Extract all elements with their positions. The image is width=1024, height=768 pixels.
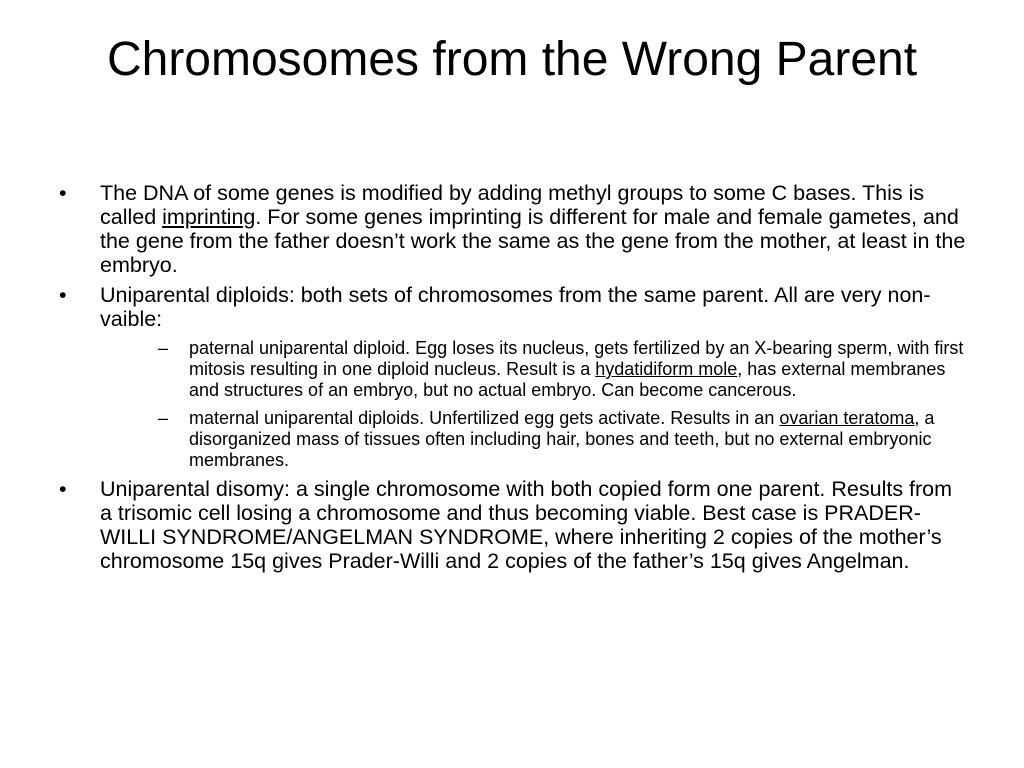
sub-bullet-maternal bbox=[100, 408, 968, 471]
term-hydatidiform-mole: hydatidiform mole bbox=[595, 359, 738, 379]
slide-body bbox=[56, 181, 968, 579]
bullet-text: . For some genes imprinting is different for male and female gametes, and the gene from the father doesn’t work the same as the gene from the mother, at least in the embryo. bbox=[100, 205, 966, 277]
sub-bullet-text: paternal uniparental diploid. Egg loses its nucleus, gets fertilized by an X-bearing sperm, with first mitosis resulting in one diploid nucleus. Result is a bbox=[189, 338, 964, 379]
bullet-text: Uniparental diploids: both sets of chromosomes from the same parent. All are very non-vaible: bbox=[100, 283, 931, 331]
bullet-uniparental-disomy bbox=[56, 477, 968, 573]
term-imprinting: imprinting bbox=[162, 205, 256, 229]
dash-icon: – bbox=[158, 408, 169, 428]
bullet-text: The DNA of some genes is modified by adding methyl groups to some C bases. This is called bbox=[100, 181, 925, 229]
bullet-text: Uniparental disomy: a single chromosome with both copied form one parent. Results from a trisomic cell losing a chromosome and thus becoming viable. Best case is PRADER-WILLI SYNDROME/ANGELMAN SYNDROME, where inheriting 2 copies of the mother’s chromosome 15q gives Prader-Willi and 2 copies of the father’s 15q gives Angelman. bbox=[100, 477, 953, 573]
bullet-icon: • bbox=[59, 283, 67, 307]
sub-bullet-text: , a disorganized mass of tissues often including hair, bones and teeth, but no external embryonic membranes. bbox=[189, 408, 935, 470]
dash-icon: – bbox=[158, 338, 169, 358]
bullet-icon: • bbox=[59, 181, 67, 205]
bullet-icon: • bbox=[59, 477, 67, 501]
bullet-imprinting bbox=[56, 181, 968, 277]
slide-title: Chromosomes from the Wrong Parent bbox=[106, 33, 918, 86]
sub-bullet-text: , has external membranes and structures of an embryo, but no actual embryo. Can become cancerous. bbox=[189, 359, 946, 400]
bullet-uniparental-diploids bbox=[56, 283, 968, 471]
sub-bullet-paternal bbox=[100, 338, 968, 401]
term-ovarian-teratoma: ovarian teratoma bbox=[779, 408, 915, 428]
sub-bullet-text: maternal uniparental diploids. Unfertilized egg gets activate. Results in an bbox=[189, 408, 780, 428]
